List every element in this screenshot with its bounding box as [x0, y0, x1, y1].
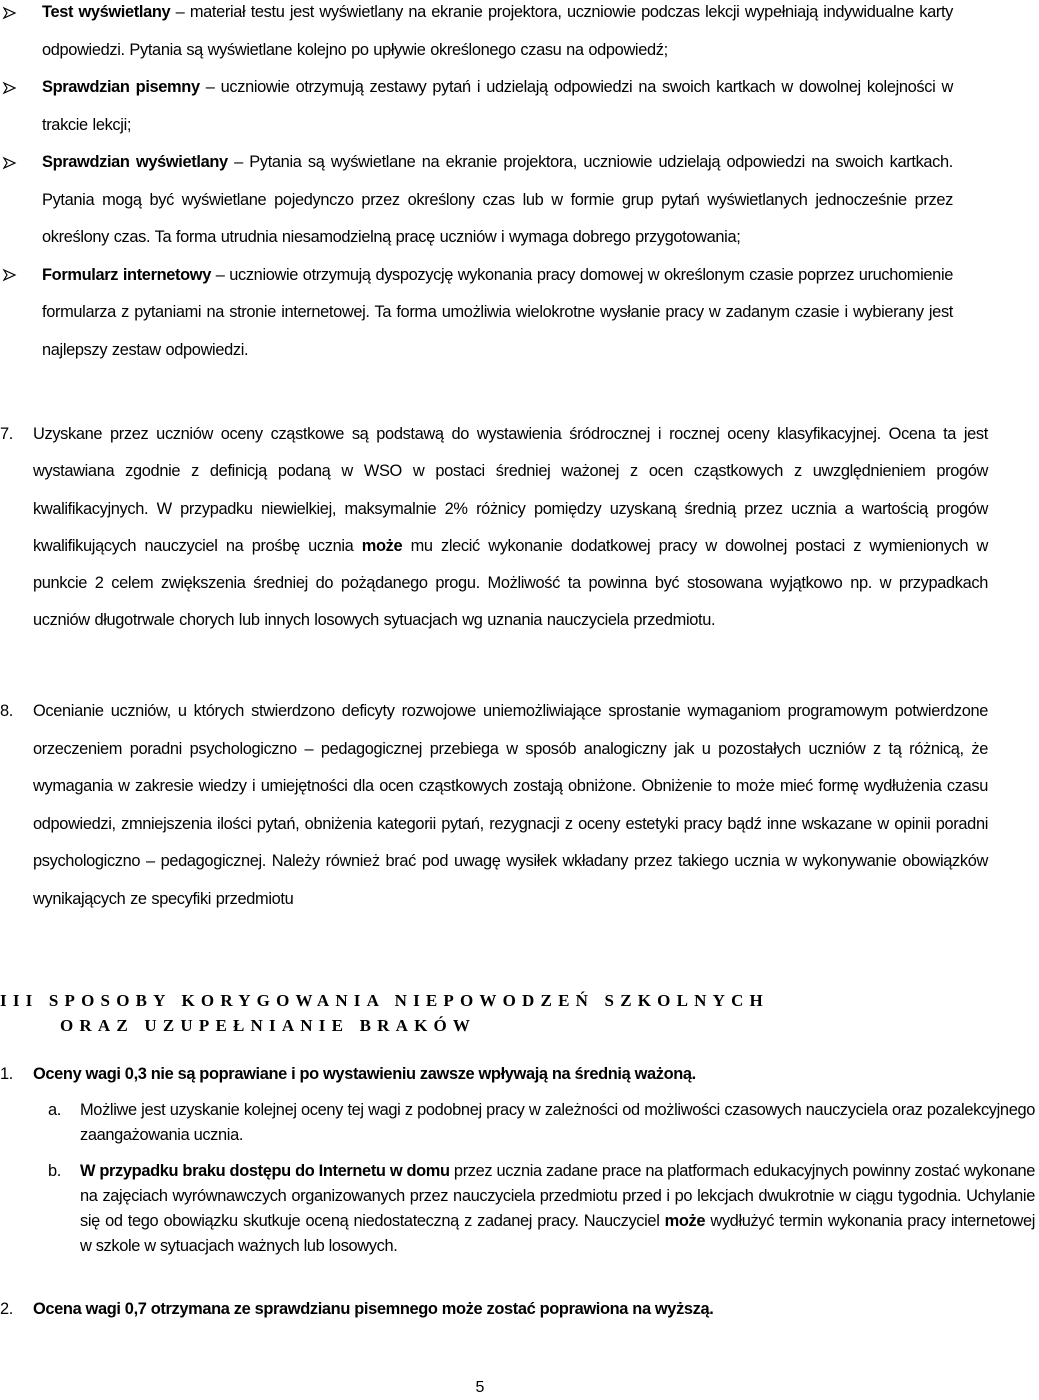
sub-label: a. — [48, 1101, 61, 1119]
bullet-term: Sprawdzian pisemny — [42, 78, 200, 96]
bullet-text: – uczniowie otrzymują zestawy pytań i udzielają odpowiedzi na swoich kartkach w dowolnej kolejności w trakcie lekcji; — [42, 78, 953, 134]
section3-subitem-a — [0, 1098, 1039, 1148]
subitem-a-text: Możliwe jest uzyskanie kolejnej oceny tej wagi z podobnej pracy w zależności od możliwości czasowych nauczyciela oraz pozalekcyjnego zaangażowania ucznia. — [80, 1101, 1035, 1144]
section-heading-line2: ORAZ UZUPEŁNIANIE BRAKÓW — [60, 1016, 477, 1035]
subitem-b-bold-start: W przypadku braku dostępu do Internetu w domu — [80, 1162, 450, 1180]
list-number: 1. — [0, 1065, 13, 1083]
subitem-b-text-b: wydłużyć termin wykonania pracy internetowej w szkole w sytuacjach ważnych lub losowych. — [80, 1212, 1035, 1255]
item7-text-a: Uzyskane przez uczniów oceny cząstkowe są podstawą do wystawienia śródrocznej i rocznej oceny klasyfikacyjnej. Ocena ta jest wystawiana zgodnie z definicją podaną w WSO w postaci średniej ważonej z ocen cząstkowych z uwzględnieniem progów kwalifikacyjnych. W przypadku niewielkiej, maksymalnie 2% różnicy pomiędzy uzyskaną średnią przez ucznia a wartością progów kwalifikujących nauczyciel na prośbę ucznia — [33, 425, 988, 555]
bullet-text: – Pytania są wyświetlane na ekranie projektora, uczniowie udzielają odpowiedzi na swoich kartkach. Pytania mogą być wyświetlane pojedynczo przez określony czas lub w formie grup pytań wyświetlanych jednocześnie przez określony czas. Ta forma utrudnia niesamodzielną pracę uczniów i wymaga dobrego przygotowania; — [42, 153, 953, 246]
item7-text-b: mu zlecić wykonanie dodatkowej pracy w dowolnej postaci z wymienionych w punkcie 2 celem zwiększenia średniej do pożądanego progu. Możliwość ta powinna być stosowana wyjątkowo np. w przypadkach uczniów długotrwale chorych lub innych losowych sytuacjach wg uznania nauczyciela przedmiotu. — [33, 536, 988, 630]
bullet-term: Formularz internetowy — [42, 265, 211, 284]
section3-item-1 — [0, 1062, 992, 1087]
sub-label: b. — [48, 1162, 61, 1180]
arrow-bullet-icon — [2, 257, 16, 294]
subitem-b-text-a: przez ucznia zadane prace na platformach edukacyjnych powinny zostać wykonane na zajęciach wyrównawczych organizowanych przez nauczyciela przedmiotu przed i po lekcjach dwukrotnie w ciągu tygodnia. Uchylanie się od tego obowiązku skutkuje oceną niedostateczną z zadanej pracy. Nauczyciel — [80, 1162, 1035, 1230]
bullet-item-sprawdzian-wyswietlany — [2, 144, 957, 257]
list-number: 2. — [0, 1300, 13, 1318]
section-heading — [0, 988, 960, 1038]
section3-subitem-b — [0, 1159, 1039, 1259]
section3-item2-title: Ocena wagi 0,7 otrzymana ze sprawdzianu pisemnego może zostać poprawiona na wyższą. — [33, 1300, 714, 1318]
bullet-item-test-wyswietlany — [2, 0, 957, 69]
bullet-text: – materiał testu jest wyświetlany na ekranie projektora, uczniowie podczas lekcji wypełniają indywidualne karty odpowiedzi. Pytania są wyświetlane kolejno po upływie określonego czasu na odpowiedź; — [42, 3, 953, 59]
item8-text: Ocenianie uczniów, u których stwierdzono deficyty rozwojowe uniemożliwiające sprostanie wymaganiom programowym potwierdzone orzeczeniem poradni psychologiczno – pedagogicznej przebiega w sposób analogiczny jak u pozostałych uczniów z tą różnicą, że wymagania w zakresie wiedzy i umiejętności dla ocen cząstkowych zostają obniżone. Obniżenie to może mieć formę wydłużenia czasu odpowiedzi, zmniejszenia ilości pytań, obniżenia kategorii pytań, rezygnacji z oceny estetyki pracy bądź inne wskazane w opinii poradni psychologiczno – pedagogicznej. Należy również brać pod uwagę wysiłek wkładany przez takiego ucznia w wykonywanie obowiązków wynikających ze specyfiki przedmiotu — [33, 702, 988, 908]
list-item-7 — [0, 416, 992, 640]
item7-bold: może — [361, 536, 403, 555]
bullet-item-formularz-internetowy — [2, 257, 957, 370]
subitem-b-bold-mid: może — [664, 1212, 706, 1230]
bullet-term: Test wyświetlany — [42, 3, 171, 21]
arrow-bullet-icon — [2, 0, 16, 31]
section-heading-line1: III SPOSOBY KORYGOWANIA NIEPOWODZEŃ SZKOLNYCH — [0, 991, 769, 1010]
bullet-item-sprawdzian-pisemny — [2, 69, 957, 144]
list-number: 7. — [0, 425, 13, 443]
page-number: 5 — [475, 1379, 485, 1396]
section3-item1-title: Oceny wagi 0,3 nie są poprawiane i po wystawieniu zawsze wpływają na średnią ważoną. — [33, 1065, 696, 1083]
bullet-list — [2, 0, 957, 369]
arrow-bullet-icon — [2, 69, 16, 106]
bullet-term: Sprawdzian wyświetlany — [42, 153, 228, 171]
bullet-text: – uczniowie otrzymują dyspozycję wykonania pracy domowej w określonym czasie poprzez uruchomienie formularza z pytaniami na stronie internetowej. Ta forma umożliwia wielokrotne wysłanie pracy w zadanym czasie i wybierany jest najlepszy zestaw odpowiedzi. — [42, 265, 953, 359]
section3-item-2 — [0, 1297, 992, 1322]
list-number: 8. — [0, 702, 13, 720]
list-item-8 — [0, 693, 992, 919]
arrow-bullet-icon — [2, 144, 16, 181]
